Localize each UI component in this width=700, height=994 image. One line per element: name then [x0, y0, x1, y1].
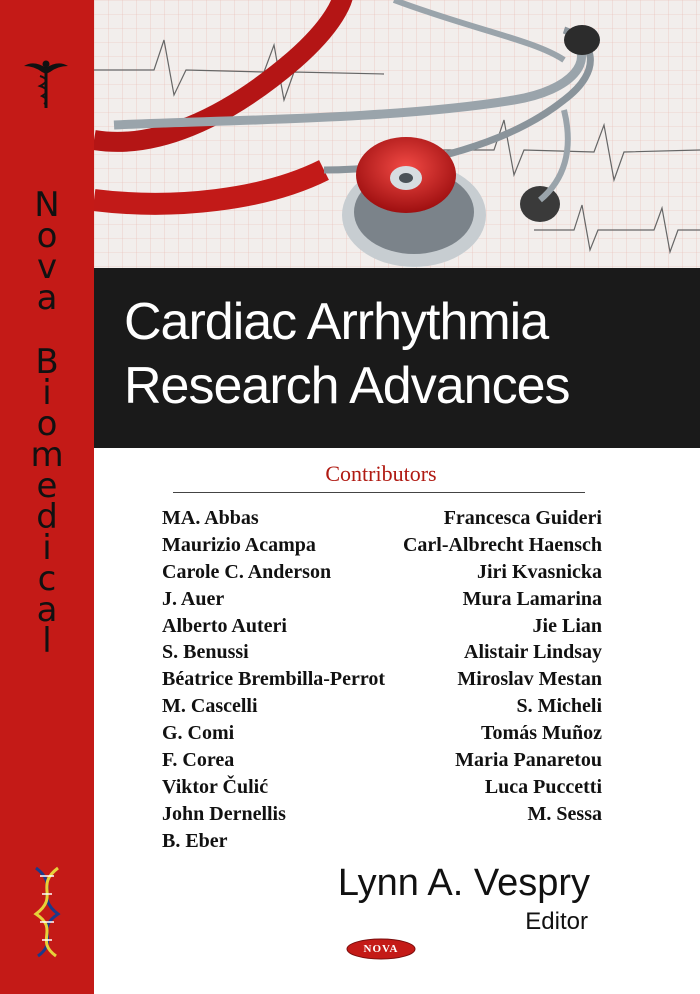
contributor-name: Jie Lian: [532, 614, 602, 637]
contributor-name: B. Eber: [162, 829, 228, 852]
spine-letter: o: [36, 216, 58, 256]
spine-letter: c: [37, 559, 57, 599]
contributor-name: S. Benussi: [162, 641, 249, 664]
editor-name: Lynn A. Vespry: [337, 862, 590, 904]
contributor-name: G. Comi: [162, 722, 235, 745]
title-line-2: Research Advances: [124, 357, 570, 415]
contributor-name: Tomás Muñoz: [481, 722, 602, 745]
contributor-name: M. Sessa: [527, 802, 602, 825]
contributor-name: Carl-Albrecht Haensch: [402, 533, 602, 556]
title-band: [94, 268, 700, 448]
contributor-name: Béatrice Brembilla-Perrot: [162, 668, 386, 691]
spine-letter: i: [42, 373, 52, 413]
contributor-name: Mura Lamarina: [462, 587, 602, 610]
contributor-name: Miroslav Mestan: [457, 668, 602, 691]
spine-letter: a: [36, 278, 58, 318]
spine-letter: i: [42, 528, 52, 568]
contributors-divider: [173, 492, 585, 493]
contributor-name: Alberto Auteri: [162, 614, 287, 637]
dna-helix-icon: [30, 866, 64, 958]
contributor-name: Alistair Lindsay: [464, 641, 602, 664]
contributor-name: S. Micheli: [516, 695, 602, 718]
contributor-name: Jiri Kvasnicka: [476, 560, 602, 583]
caduceus-icon: [22, 58, 70, 108]
title-line-1: Cardiac Arrhythmia: [124, 293, 549, 351]
cover-photo: [94, 0, 700, 268]
contributor-name: Viktor Čulić: [162, 775, 269, 798]
stethoscope-photo: [94, 0, 700, 268]
spine: [0, 0, 94, 994]
contributor-name: Maurizio Acampa: [162, 533, 316, 556]
spine-series-text: [0, 185, 94, 661]
spine-letter: v: [36, 247, 58, 287]
spine-letter: m: [30, 435, 64, 475]
spine-letter: N: [34, 185, 60, 225]
contributors-heading: Contributors: [325, 461, 437, 486]
book-title: [124, 290, 570, 418]
contributor-name: J. Auer: [162, 587, 225, 610]
spine-letter: B: [35, 342, 59, 382]
contributor-name: John Dernellis: [162, 802, 286, 825]
contributor-name: Carole C. Anderson: [162, 560, 332, 583]
contributor-name: MA. Abbas: [162, 507, 259, 529]
spine-letter: a: [36, 590, 58, 630]
spine-letter: l: [42, 621, 52, 661]
spine-letter: e: [36, 466, 58, 506]
publisher-logo-text: NOVA: [363, 943, 399, 955]
spine-letter: o: [36, 404, 58, 444]
contributor-name: F. Corea: [162, 749, 235, 772]
contributor-name: M. Cascelli: [162, 695, 258, 718]
contributors-right-column: [330, 505, 602, 828]
spine-letter: d: [36, 497, 58, 537]
contributor-name: Francesca Guideri: [443, 507, 602, 529]
contributor-name: Maria Panaretou: [455, 749, 602, 772]
contributor-name: Luca Puccetti: [484, 775, 602, 798]
publisher-logo: [346, 938, 416, 960]
editor-role: Editor: [525, 908, 588, 935]
